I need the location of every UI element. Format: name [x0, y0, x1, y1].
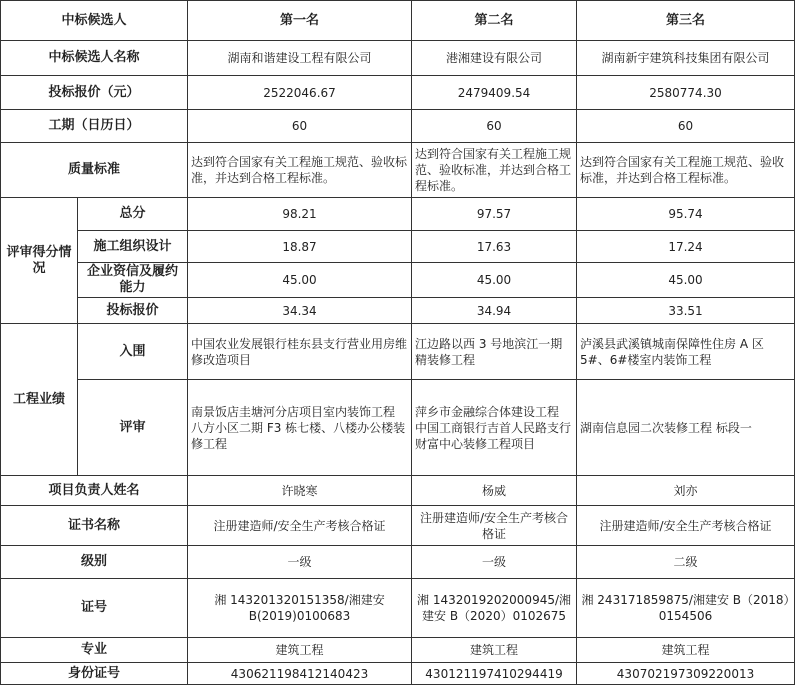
candidate-name-3: 湖南新宇建筑科技集团有限公司 [577, 41, 795, 76]
shortlist-3: 泸溪县武溪镇城南保障性住房 A 区 5#、6#楼室内装饰工程 [577, 324, 795, 380]
label-score-design: 施工组织设计 [78, 231, 188, 263]
id-no-3: 430702197309220013 [577, 663, 795, 685]
row-quality [1, 143, 795, 198]
id-no-2: 430121197410294419 [412, 663, 577, 685]
header-label: 中标候选人 [1, 1, 188, 41]
row-id-no [1, 663, 795, 685]
header-row [1, 1, 795, 41]
review-2-item-b: 中国工商银行吉首人民路支行财富中心装修工程项目 [415, 420, 572, 451]
label-cert-no: 证号 [1, 579, 188, 638]
score-total-3: 95.74 [577, 198, 795, 231]
bid-price-1: 2522046.67 [188, 76, 412, 110]
row-performance-shortlist [1, 324, 795, 380]
score-credit-3: 45.00 [577, 263, 795, 298]
row-period [1, 110, 795, 143]
candidate-name-2: 港湘建设有限公司 [412, 41, 577, 76]
score-bid-3: 33.51 [577, 298, 795, 324]
score-total-1: 98.21 [188, 198, 412, 231]
row-performance-review [1, 380, 795, 476]
label-id-no: 身份证号 [1, 663, 188, 685]
score-bid-1: 34.34 [188, 298, 412, 324]
label-score-total: 总分 [78, 198, 188, 231]
score-design-2: 17.63 [412, 231, 577, 263]
label-quality: 质量标准 [1, 143, 188, 198]
label-period: 工期（日历日） [1, 110, 188, 143]
review-2 [412, 380, 577, 476]
score-design-1: 18.87 [188, 231, 412, 263]
quality-1: 达到符合国家有关工程施工规范、验收标准，并达到合格工程标准。 [188, 143, 412, 198]
review-2-item-a: 萍乡市金融综合体建设工程 [415, 404, 560, 419]
id-no-1: 430621198412140423 [188, 663, 412, 685]
candidate-name-1: 湖南和谐建设工程有限公司 [188, 41, 412, 76]
label-performance-group: 工程业绩 [1, 324, 78, 476]
row-cert-name [1, 506, 795, 546]
level-3: 二级 [577, 546, 795, 579]
cert-name-3: 注册建造师/安全生产考核合格证 [577, 506, 795, 546]
row-score-total [1, 198, 795, 231]
quality-2: 达到符合国家有关工程施工规范、验收标准，并达到合格工程标准。 [412, 143, 577, 198]
header-second: 第二名 [412, 1, 577, 41]
label-major: 专业 [1, 638, 188, 663]
review-1-item-b: 八方小区二期 F3 栋七楼、八楼办公楼装修工程 [191, 420, 406, 451]
label-manager: 项目负责人姓名 [1, 476, 188, 506]
manager-3: 刘亦 [577, 476, 795, 506]
label-performance-shortlist: 入围 [78, 324, 188, 380]
row-major [1, 638, 795, 663]
review-1 [188, 380, 412, 476]
period-3: 60 [577, 110, 795, 143]
label-performance-review: 评审 [78, 380, 188, 476]
period-1: 60 [188, 110, 412, 143]
row-score-bid [1, 298, 795, 324]
shortlist-2: 江边路以西 3 号地滨江一期精装修工程 [412, 324, 577, 380]
score-credit-1: 45.00 [188, 263, 412, 298]
cert-name-1: 注册建造师/安全生产考核合格证 [188, 506, 412, 546]
row-bid-price [1, 76, 795, 110]
label-cert-name: 证书名称 [1, 506, 188, 546]
cert-no-1: 湘 143201320151358/湘建安B(2019)0100683 [188, 579, 412, 638]
row-manager [1, 476, 795, 506]
manager-1: 许晓寒 [188, 476, 412, 506]
level-1: 一级 [188, 546, 412, 579]
score-credit-2: 45.00 [412, 263, 577, 298]
shortlist-1: 中国农业发展银行桂东县支行营业用房维修改造项目 [188, 324, 412, 380]
row-level [1, 546, 795, 579]
score-design-3: 17.24 [577, 231, 795, 263]
label-score-bid: 投标报价 [78, 298, 188, 324]
quality-3: 达到符合国家有关工程施工规范、验收标准，并达到合格工程标准。 [577, 143, 795, 198]
label-bid-price: 投标报价（元） [1, 76, 188, 110]
period-2: 60 [412, 110, 577, 143]
bid-price-2: 2479409.54 [412, 76, 577, 110]
header-third: 第三名 [577, 1, 795, 41]
major-2: 建筑工程 [412, 638, 577, 663]
level-2: 一级 [412, 546, 577, 579]
review-1-item-a: 南景饭店圭塘河分店项目室内装饰工程 [191, 404, 396, 419]
bid-price-3: 2580774.30 [577, 76, 795, 110]
manager-2: 杨威 [412, 476, 577, 506]
label-level: 级别 [1, 546, 188, 579]
row-candidate-name [1, 41, 795, 76]
cert-no-2: 湘 143201920200094​5/湘建安 B（2020）0102675 [412, 579, 577, 638]
label-score-group: 评审得分情况 [1, 198, 78, 324]
header-first: 第一名 [188, 1, 412, 41]
cert-no-3: 湘 243171859875/湘建安 B（2018）0154506 [577, 579, 795, 638]
row-score-credit [1, 263, 795, 298]
major-3: 建筑工程 [577, 638, 795, 663]
cert-name-2: 注册建造师/安全生产考核合格证 [412, 506, 577, 546]
row-score-design [1, 231, 795, 263]
score-total-2: 97.57 [412, 198, 577, 231]
label-candidate-name: 中标候选人名称 [1, 41, 188, 76]
review-3: 湖南信息园二次装修工程 标段一 [577, 380, 795, 476]
score-bid-2: 34.94 [412, 298, 577, 324]
row-cert-no [1, 579, 795, 638]
label-score-credit: 企业资信及履约能力 [78, 263, 188, 298]
major-1: 建筑工程 [188, 638, 412, 663]
